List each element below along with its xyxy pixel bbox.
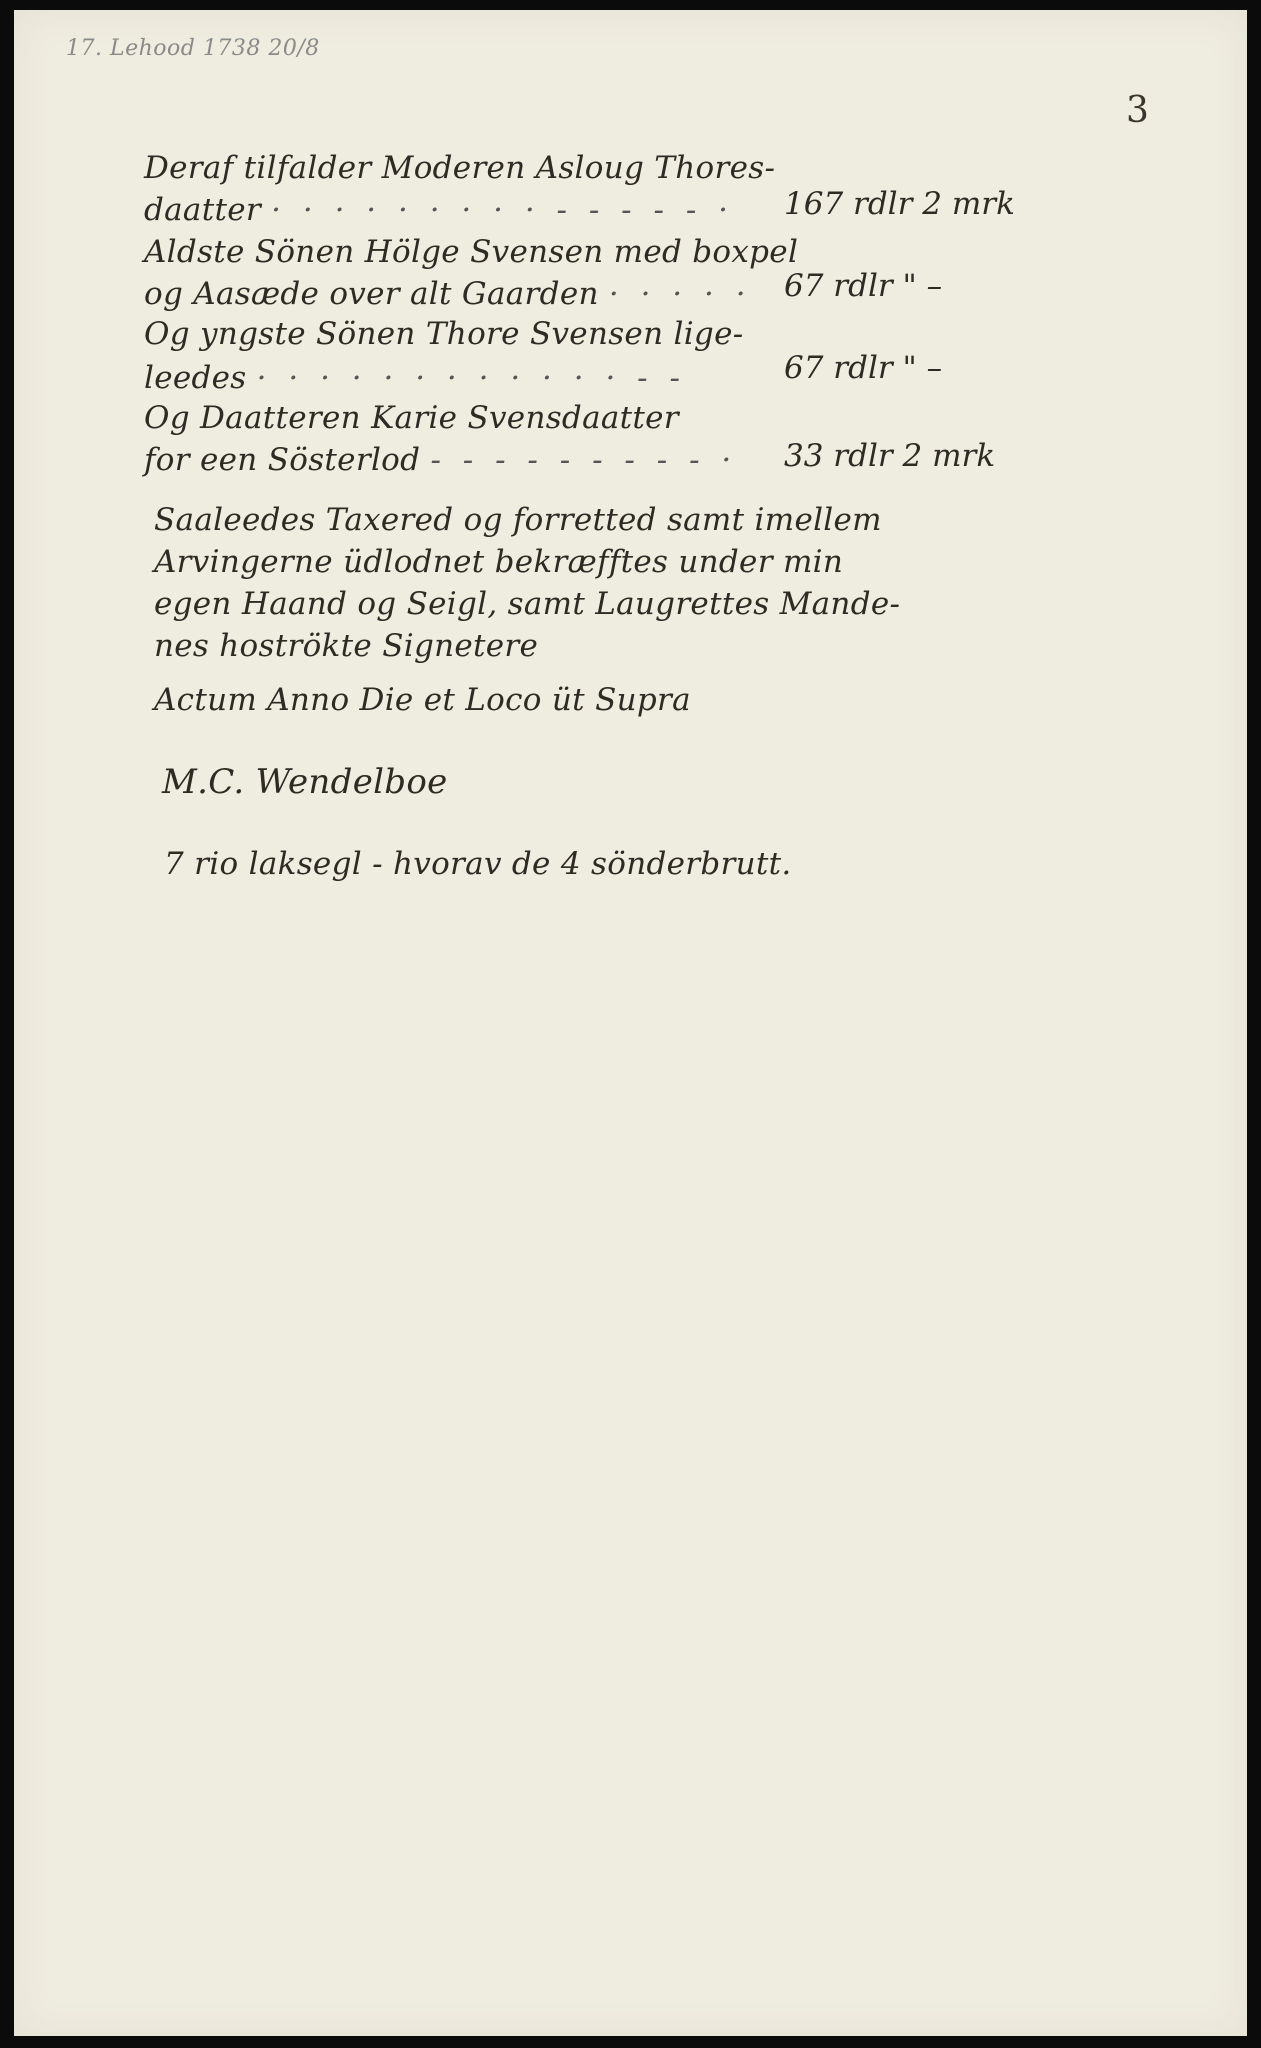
seal-note: 7 rio laksegl - hvorav de 4 sönderbrutt. — [164, 846, 792, 882]
share-line-3: Aldste Sönen Hölge Svensen med boxpel — [144, 234, 799, 270]
leader-dots: · · · · · · · · · · · · - - — [256, 360, 686, 396]
share-line-8 — [144, 442, 737, 478]
closing-line-2: Arvingerne üdlodnet bekræfftes under min — [154, 544, 844, 580]
document-page — [14, 10, 1247, 2036]
amount-daughter: 33 rdlr 2 mrk — [784, 438, 996, 474]
share-line-6-text: leedes — [144, 360, 247, 396]
leader-dots: - - - - - - - - - · — [430, 442, 738, 478]
share-line-8-text: for een Sösterlod — [144, 442, 421, 478]
share-line-5: Og yngste Sönen Thore Svensen lige- — [144, 316, 744, 352]
share-line-4-text: og Aasæde over alt Gaarden — [144, 276, 599, 312]
share-line-1: Deraf tilfalder Moderen Asloug Thores- — [144, 150, 776, 186]
share-line-2 — [144, 192, 734, 228]
closing-line-3: egen Haand og Seigl, samt Laugrettes Mande- — [154, 586, 901, 622]
amount-eldest-son: 67 rdlr " – — [784, 268, 943, 304]
share-line-7: Og Daatteren Karie Svensdaatter — [144, 400, 679, 436]
share-line-4 — [144, 276, 752, 312]
leader-dots: · · · · · · · · · - - - - - · — [271, 192, 735, 228]
closing-line-4: nes hoströkte Signetere — [154, 628, 539, 664]
archive-reference: 17. Lehood 1738 20/8 — [66, 36, 320, 61]
share-line-6 — [144, 360, 686, 396]
closing-line-5: Actum Anno Die et Loco üt Supra — [154, 682, 691, 718]
amount-youngest-son: 67 rdlr " – — [784, 350, 943, 386]
closing-line-1: Saaleedes Taxered og forretted samt imellem — [154, 502, 882, 538]
leader-dots: · · · · · — [608, 276, 752, 312]
share-line-2-text: daatter — [144, 192, 261, 228]
amount-mother: 167 rdlr 2 mrk — [784, 186, 1015, 222]
signature: M.C. Wendelboe — [162, 762, 448, 802]
page-number: 3 — [1126, 90, 1149, 131]
